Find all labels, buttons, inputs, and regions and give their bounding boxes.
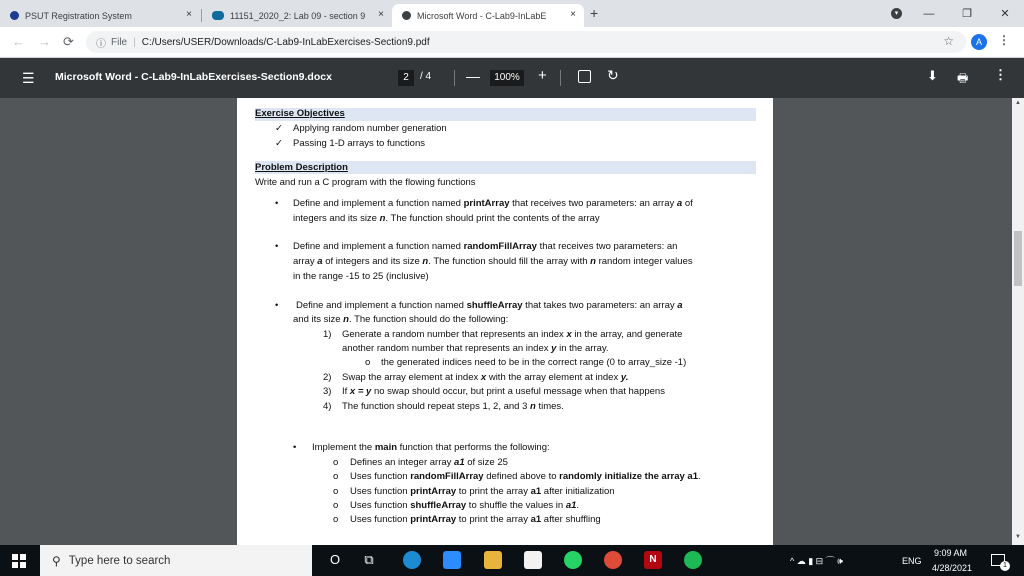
paragraph-line: Define and implement a function named randomFillArray that receives two parameters: an [293, 241, 678, 252]
circle-bullet-icon: o [365, 357, 371, 368]
step-number: 4) [323, 401, 332, 412]
step-line: another random number that represents an index y in the array. [342, 343, 609, 354]
paragraph-line: in the range -15 to 25 (inclusive) [293, 271, 429, 282]
clock-date[interactable]: 4/28/2021 [932, 563, 973, 573]
reload-button[interactable]: ⟳ [63, 34, 74, 49]
zoom-app-icon[interactable] [443, 551, 461, 569]
restore-button[interactable]: ❐ [962, 8, 972, 20]
zoom-out-button[interactable]: — [466, 68, 480, 84]
objective-item: Applying random number generation [293, 123, 447, 134]
address-bar-row [0, 27, 1024, 58]
profile-avatar[interactable]: A [971, 34, 987, 50]
search-icon: ⚲ [52, 553, 61, 568]
window-controls [910, 0, 1024, 27]
paragraph-line: Implement the main function that performs the following: [312, 442, 550, 453]
windows-taskbar [0, 545, 1024, 576]
chrome-icon[interactable] [604, 551, 622, 569]
paragraph-line: integers and its size n. The function should print the contents of the array [293, 213, 600, 224]
pdf-sidebar-menu-icon[interactable]: ☰ [22, 70, 35, 86]
main-sub-item: Uses function randomFillArray defined above to randomly initialize the array a1. [350, 471, 701, 482]
pdf-page [237, 98, 773, 545]
notification-badge: 1 [1000, 561, 1010, 571]
bullet-icon: • [275, 198, 279, 209]
tab-label: Microsoft Word - C-Lab9-InLabE [417, 10, 547, 21]
address-divider: | [133, 36, 136, 48]
rotate-icon[interactable]: ↻ [607, 67, 619, 83]
page-number-input[interactable]: 2 [398, 70, 414, 86]
tab-microsoft-word-pdf[interactable] [392, 4, 584, 27]
problem-heading: Problem Description [255, 162, 348, 173]
step-sub-line: the generated indices need to be in the correct range (0 to array_size -1) [381, 357, 687, 368]
toolbar-divider [560, 70, 561, 86]
tab-search-icon[interactable]: ▾ [891, 8, 902, 19]
circle-bullet-icon: o [333, 514, 339, 525]
circle-bullet-icon: o [333, 500, 339, 511]
tab-close-icon[interactable]: × [570, 9, 576, 20]
file-explorer-icon[interactable] [484, 551, 502, 569]
main-sub-item: Defines an integer array a1 of size 25 [350, 457, 508, 468]
tab-close-icon[interactable]: × [378, 9, 384, 20]
scrollbar-thumb[interactable] [1014, 231, 1022, 286]
bullet-icon: • [275, 300, 279, 311]
moodle-favicon-icon [212, 11, 224, 20]
new-tab-button[interactable]: + [590, 5, 599, 21]
circle-bullet-icon: o [333, 486, 339, 497]
paragraph-line: Define and implement a function named shuffleArray that takes two parameters: an array a [296, 300, 683, 311]
toolbar-divider [454, 70, 455, 86]
site-info-icon[interactable]: ⓘ [96, 38, 106, 50]
tab-label: PSUT Registration System [25, 10, 132, 21]
step-line: Swap the array element at index x with the array element at index y. [342, 372, 629, 383]
print-icon[interactable]: 🖶 [957, 71, 969, 85]
forward-button[interactable]: → [38, 34, 51, 49]
bullet-icon: • [275, 241, 279, 252]
search-placeholder: Type here to search [68, 554, 171, 567]
paragraph-line: array a of integers and its size n. The function should fill the array with n random integer values [293, 256, 693, 267]
step-number: 2) [323, 372, 332, 383]
step-number: 1) [323, 329, 332, 340]
scheme-label: File [111, 36, 128, 48]
system-tray-icons[interactable]: ^ ☁ ▮ ⊟ ⌒ 🕪 [790, 556, 843, 566]
step-line: Generate a random number that represents an index x in the array, and generate [342, 329, 683, 340]
whatsapp-icon[interactable] [564, 551, 582, 569]
download-icon[interactable]: ⬇ [927, 68, 938, 83]
viewer-scrollbar[interactable] [1012, 98, 1024, 545]
browser-menu-icon[interactable]: ⋮ [998, 33, 1010, 47]
problem-intro: Write and run a C program with the flowing functions [255, 177, 476, 188]
scroll-up-arrow-icon[interactable]: ▲ [1015, 100, 1021, 106]
windows-start-icon[interactable] [12, 554, 26, 568]
check-icon: ✓ [275, 123, 283, 134]
main-sub-item: Uses function printArray to print the array a1 after initialization [350, 486, 615, 497]
step-number: 3) [323, 386, 332, 397]
psut-favicon-icon [10, 11, 19, 20]
pdf-more-options-icon[interactable]: ⋮ [994, 67, 1007, 82]
browser-tab-strip [0, 0, 1024, 27]
step-line: If x = y no swap should occur, but print a useful message when that happens [342, 386, 665, 397]
edge-browser-icon[interactable] [403, 551, 421, 569]
page-total: / 4 [420, 71, 432, 82]
pdf-toolbar [0, 58, 1024, 98]
step-line: The function should repeat steps 1, 2, and 3 n times. [342, 401, 564, 412]
close-window-button[interactable]: ✕ [1000, 8, 1010, 20]
bookmark-star-icon[interactable]: ☆ [943, 34, 954, 48]
task-view-icon[interactable]: ⧉ [364, 552, 374, 567]
store-icon[interactable] [524, 551, 542, 569]
objectives-heading: Exercise Objectives [255, 108, 345, 119]
tab-label: 11151_2020_2: Lab 09 - section 9 [230, 10, 366, 21]
circle-bullet-icon: o [333, 471, 339, 482]
tab-lab09[interactable] [202, 4, 392, 27]
fit-to-page-icon[interactable] [578, 70, 591, 83]
minimize-button[interactable]: — [923, 7, 935, 20]
zoom-level-input[interactable]: 100% [490, 70, 524, 86]
main-sub-item: Uses function shuffleArray to shuffle the values in a1. [350, 500, 580, 511]
spotify-icon[interactable] [684, 551, 702, 569]
paragraph-line: Define and implement a function named printArray that receives two parameters: an array a of [293, 198, 693, 209]
pdf-favicon-icon [402, 11, 411, 20]
cortana-icon[interactable]: O [329, 552, 341, 567]
circle-bullet-icon: o [333, 457, 339, 468]
netflix-icon[interactable]: N [644, 551, 662, 569]
address-url[interactable]: C:/Users/USER/Downloads/C-Lab9-InLabExercises-Section9.pdf [141, 36, 430, 48]
tab-close-icon[interactable]: × [186, 9, 192, 20]
tab-psut-registration[interactable] [0, 4, 200, 27]
clock-time[interactable]: 9:09 AM [934, 548, 968, 558]
pdf-viewer[interactable] [0, 98, 1012, 545]
scroll-down-arrow-icon[interactable]: ▼ [1015, 534, 1021, 540]
objective-item: Passing 1-D arrays to functions [293, 138, 426, 149]
taskbar-search-box[interactable] [40, 545, 312, 576]
zoom-in-button[interactable]: + [538, 67, 547, 84]
document-title: Microsoft Word - C-Lab9-InLabExercises-Section9.docx [55, 71, 332, 83]
back-button[interactable]: ← [12, 34, 25, 49]
language-indicator[interactable]: ENG [902, 556, 922, 566]
paragraph-line: and its size n. The function should do the following: [293, 314, 509, 325]
main-sub-item: Uses function printArray to print the array a1 after shuffling [350, 514, 601, 525]
address-bar[interactable] [86, 31, 966, 53]
bullet-icon: • [293, 442, 297, 453]
check-icon: ✓ [275, 138, 283, 149]
